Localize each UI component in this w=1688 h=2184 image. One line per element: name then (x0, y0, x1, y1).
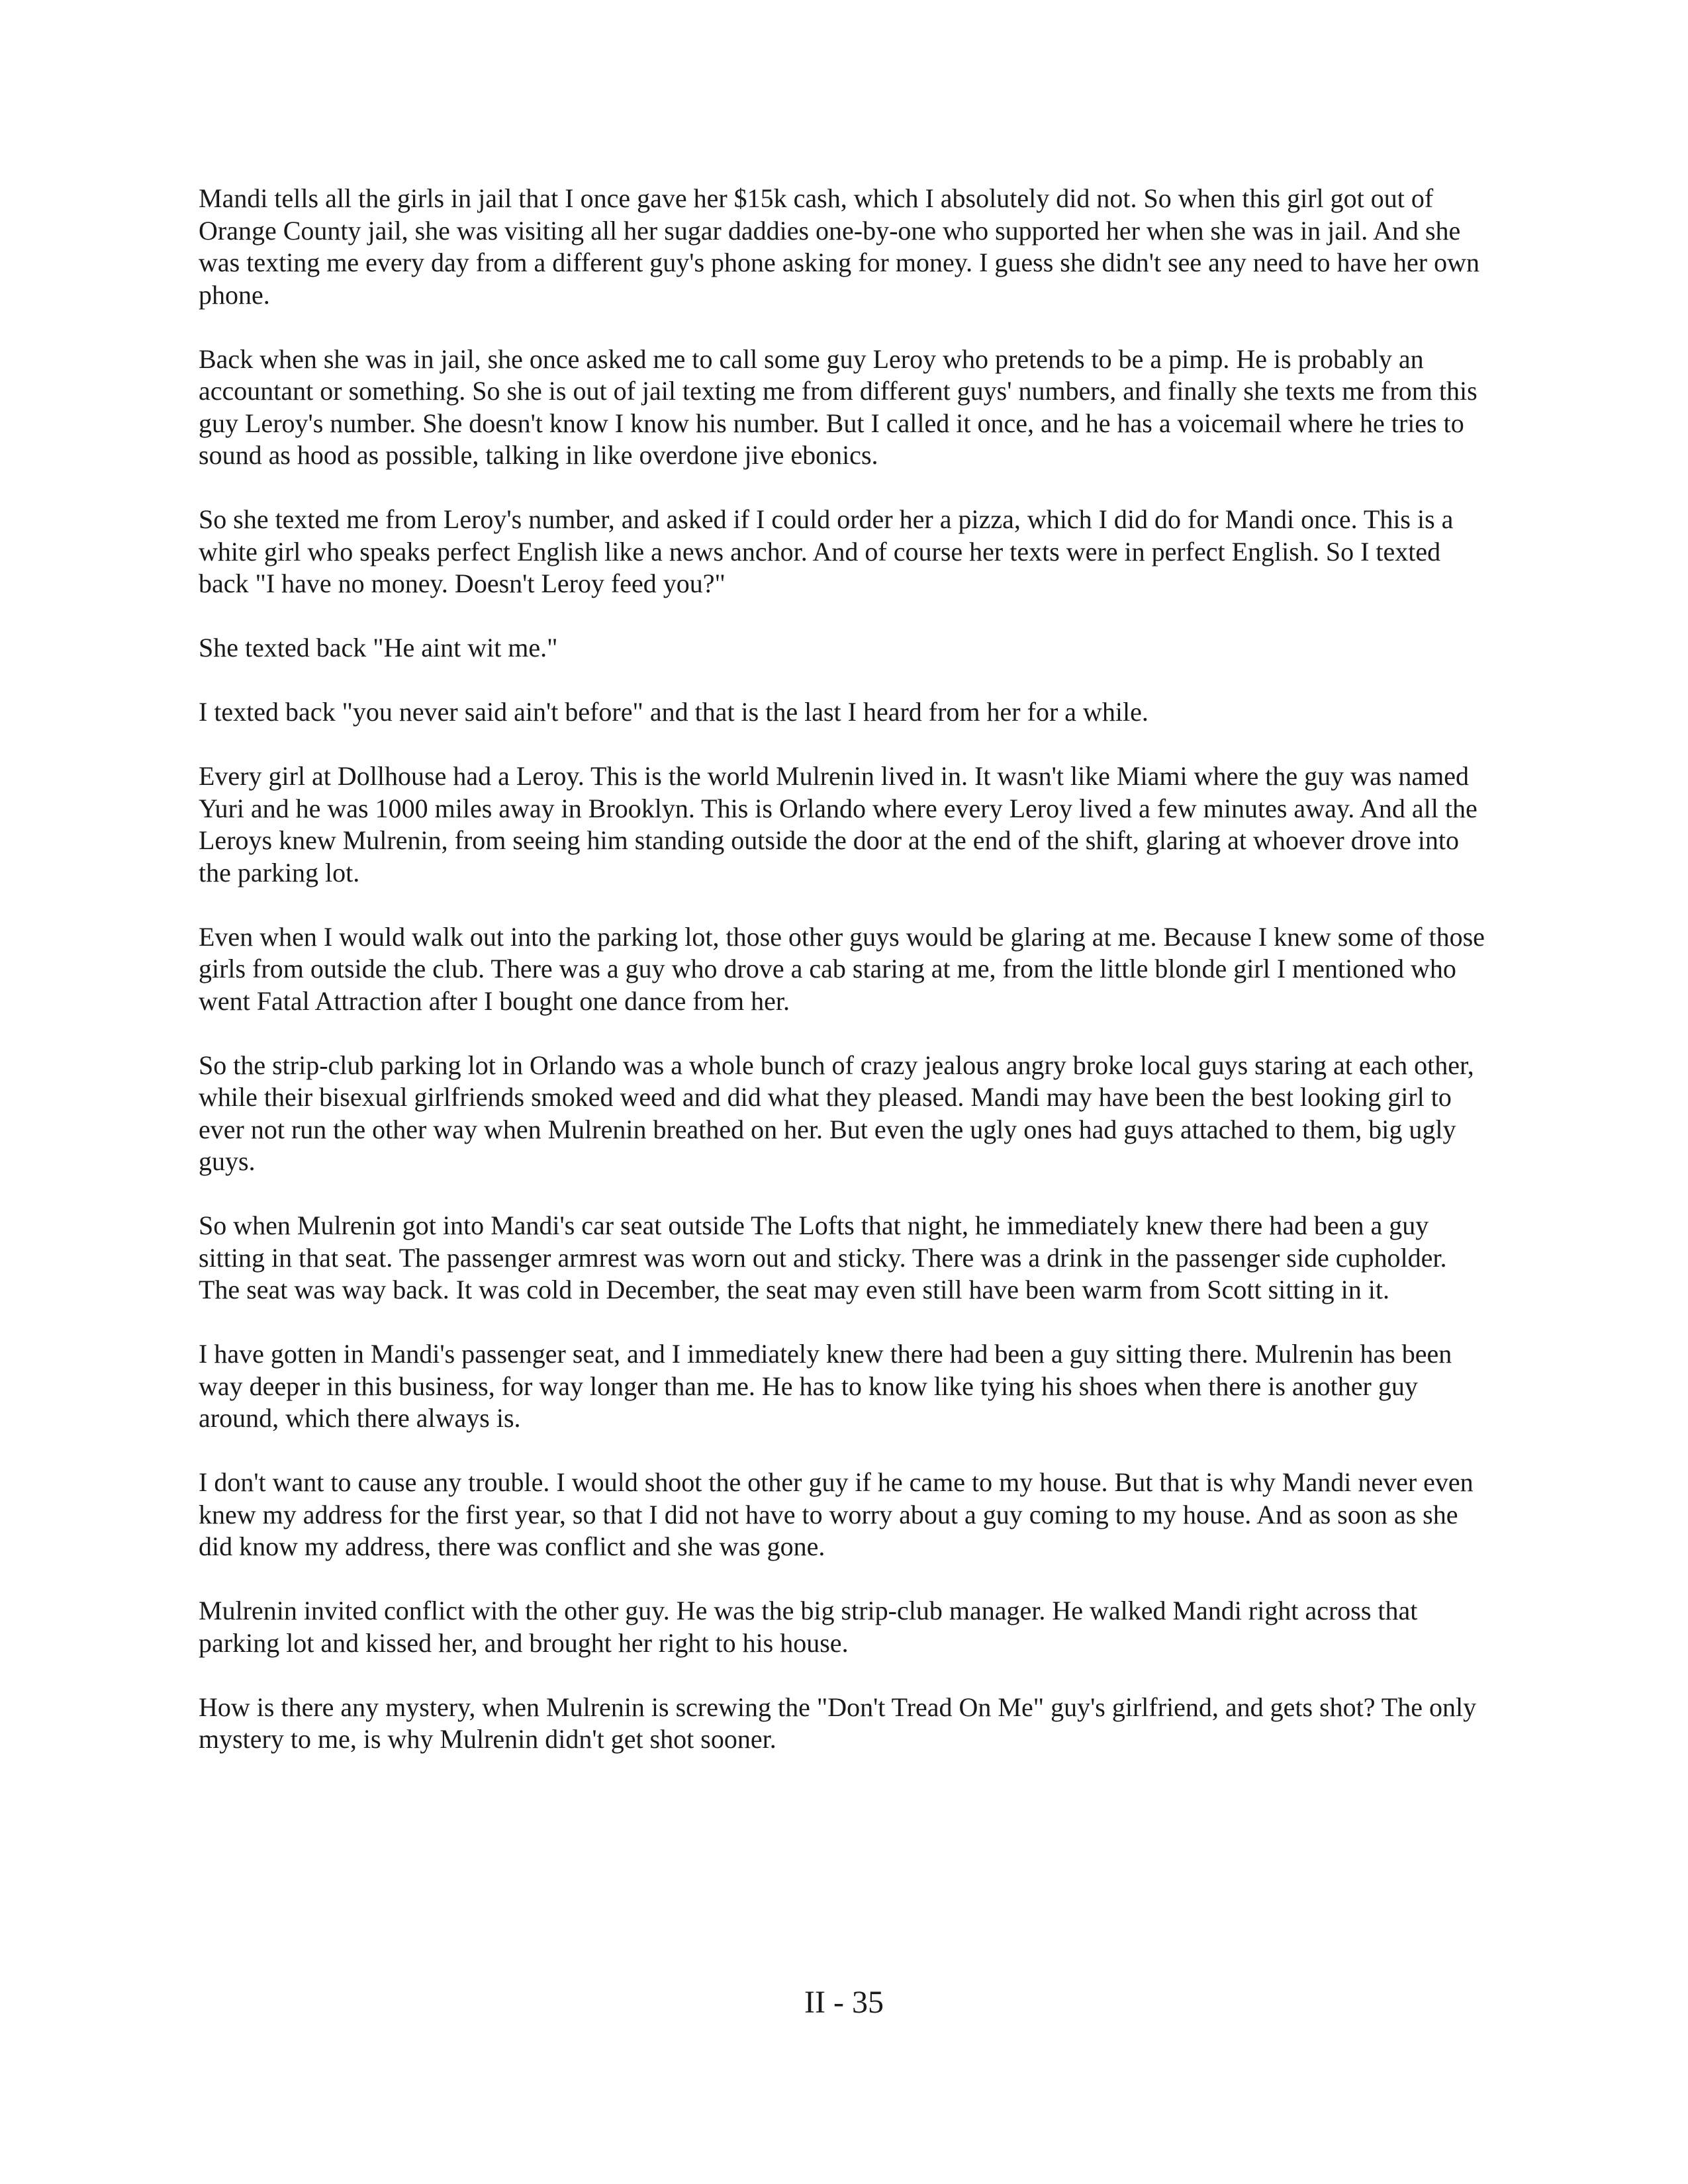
paragraph-12: Mulrenin invited conflict with the other guy. He was the big strip-club manager. He walked Mandi right across that parking lot and kissed her, and brought her right to his house. (199, 1596, 1418, 1658)
paragraph-9: So when Mulrenin got into Mandi's car seat outside The Lofts that night, he immediately knew there had been a guy sitting in that seat. The passenger armrest was worn out and sticky. There was a drink in the passenger side cupholder. The seat was way back. It was cold in December, the seat may even still have been warm from Scott sitting in it. (199, 1210, 1447, 1304)
paragraph-7: Even when I would walk out into the parking lot, those other guys would be glaring at me. Because I knew some of those girls from outside the club. There was a guy who drove a cab staring at me, from the little blonde girl I mentioned who went Fatal Attraction after I bought one dance from her. (199, 921, 1485, 1016)
paragraph-8: So the strip-club parking lot in Orlando was a whole bunch of crazy jealous angry broke local guys staring at each other, while their bisexual girlfriends smoked weed and did what they pleased. Mandi may have been the best looking girl to ever not run the other way when Mulrenin breathed on her. But even the ugly ones had guys attached to them, big ugly guys. (199, 1050, 1474, 1176)
paragraph-3: So she texted me from Leroy's number, and asked if I could order her a pizza, which I did do for Mandi once. This is a white girl who speaks perfect English like a news anchor. And of course her texts were in perfect English. So I texted back "I have no money. Doesn't Leroy feed you?" (199, 504, 1454, 598)
body-text (199, 183, 1489, 1788)
page-number: II - 35 (804, 1985, 884, 2020)
paragraph-2: Back when she was in jail, she once asked me to call some guy Leroy who pretends to be a pimp. He is probably an accountant or something. So she is out of jail texting me from different guys' numbers, and finally she texts me from this guy Leroy's number. She doesn't know I know his number. But I called it once, and he has a voicemail where he tries to sound as hood as possible, talking in like overdone jive ebonics. (199, 343, 1477, 470)
paragraph-4: She texted back "He aint wit me." (199, 633, 558, 662)
paragraph-11: I don't want to cause any trouble. I would shoot the other guy if he came to my house. But that is why Mandi never even knew my address for the first year, so that I did not have to worry about a guy coming to my house. And as soon as she did know my address, there was conflict and she was gone. (199, 1467, 1474, 1561)
paragraph-6: Every girl at Dollhouse had a Leroy. This is the world Mulrenin lived in. It wasn't like Miami where the guy was named Yuri and he was 1000 miles away in Brooklyn. This is Orlando where every Leroy lived a few minutes away. And all the Leroys knew Mulrenin, from seeing him standing outside the door at the end of the shift, glaring at whoever drove into the parking lot. (199, 761, 1477, 887)
paragraph-1: Mandi tells all the girls in jail that I once gave her $15k cash, which I absolutely did not. So when this girl got out of Orange County jail, she was visiting all her sugar daddies one-by-one who supported her when she was in jail. And she was texting me every day from a different guy's phone asking for money. I guess she didn't see any need to have her own phone. (199, 183, 1479, 310)
paragraph-13: How is there any mystery, when Mulrenin is screwing the "Don't Tread On Me" guy's girlfriend, and gets shot? The only mystery to me, is why Mulrenin didn't get shot sooner. (199, 1692, 1477, 1754)
paragraph-10: I have gotten in Mandi's passenger seat, and I immediately knew there had been a guy sitting there. Mulrenin has been way deeper in this business, for way longer than me. He has to know like tying his shoes when there is another guy around, which there always is. (199, 1339, 1452, 1433)
paragraph-5: I texted back "you never said ain't before" and that is the last I heard from her for a while. (199, 697, 1149, 727)
